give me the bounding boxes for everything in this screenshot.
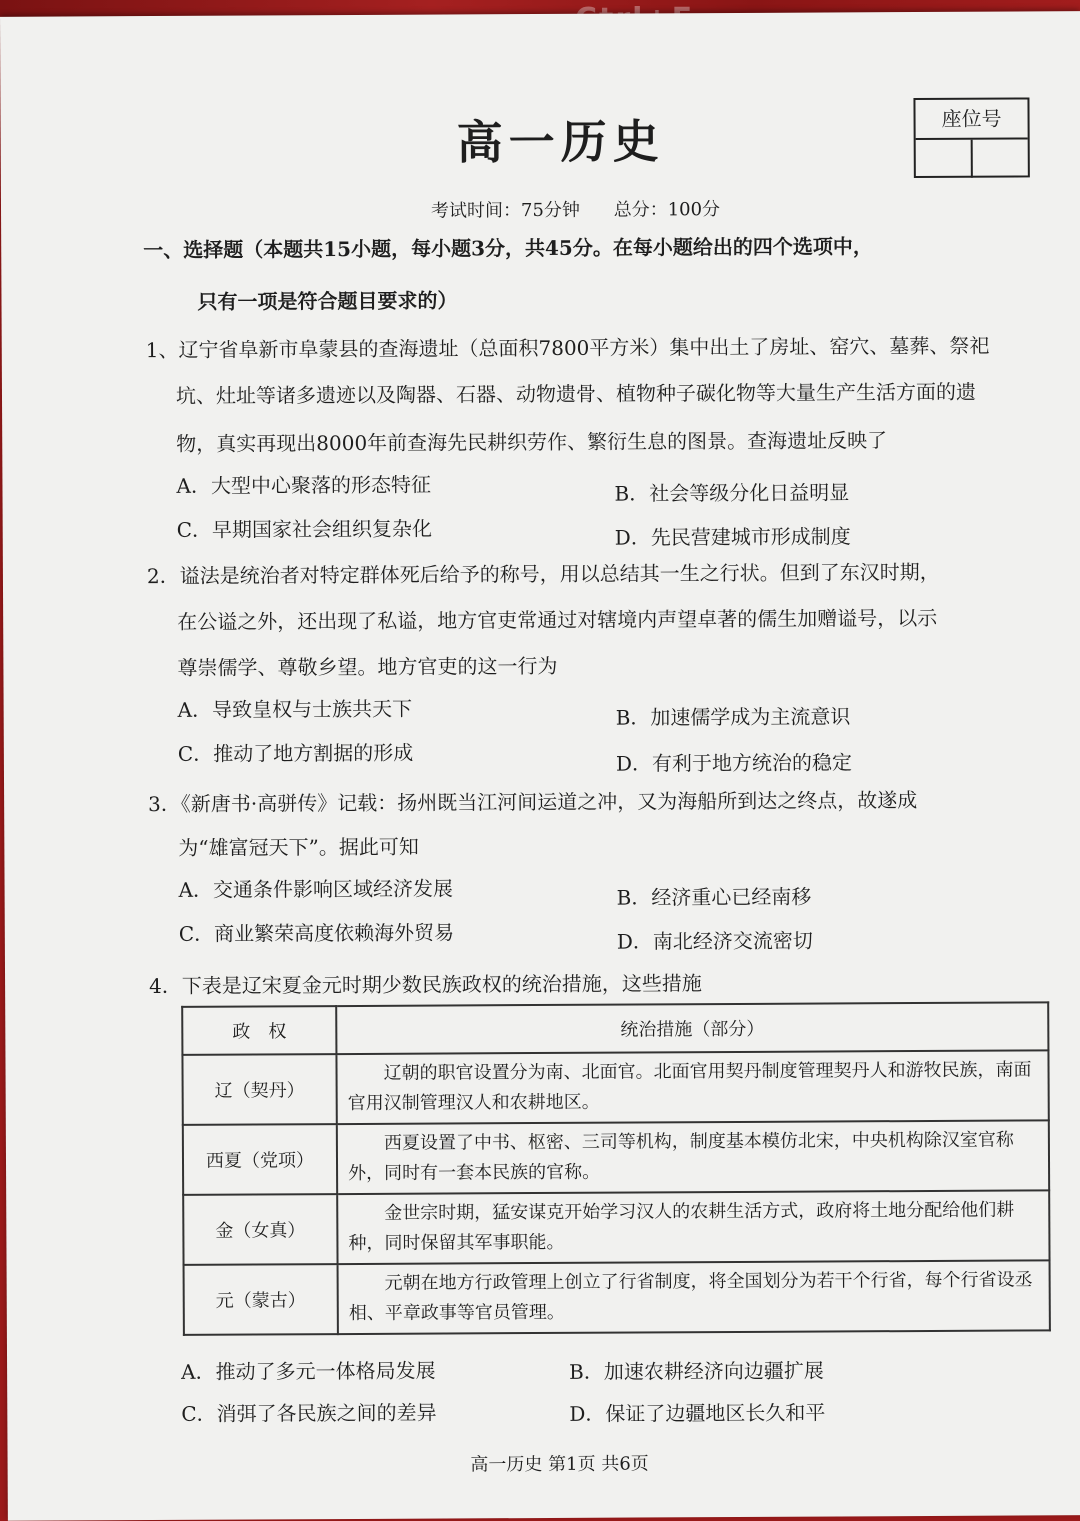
seat-number-box [913,97,1029,178]
seat-number-cells [916,139,1028,178]
q3-line-1: 3．《新唐书·高骈传》记载：扬州既当江河间运道之冲，又为海船所到达之终点，故遂成 [148,788,918,817]
q4-option-a[interactable]: A．推动了多元一体格局发展 [181,1358,436,1384]
q2-option-b[interactable]: B．加速儒学成为主流意识 [615,704,851,730]
q1-line-3: 物，真实再现出8000年前查海先民耕织劳作、繁衍生息的图景。查海遗址反映了 [176,428,888,456]
seat-cell-1[interactable] [916,140,971,178]
q1-option-c[interactable]: C．早期国家社会组织复杂化 [176,516,433,542]
q4-stem: 4．下表是辽宋夏金元时期少数民族政权的统治措施，这些措施 [149,971,702,999]
table-row [183,1120,1049,1195]
regime-cell: 西夏（党项） [183,1124,337,1195]
exam-time: 考试时间：75分钟 [430,199,580,222]
section-heading-line1: 一、选择题（本题共15小题，每小题3分，共45分。在每小题给出的四个选项中， [143,234,873,263]
table-header-row [182,1002,1048,1055]
q4-option-d[interactable]: D．保证了边疆地区长久和平 [569,1400,826,1426]
measure-cell: 金世宗时期，猛安谋克开始学习汉人的农耕生活方式，政府将土地分配给他们耕种，同时保留其军事职能。 [337,1190,1049,1264]
measure-cell: 辽朝的职官设置分为南、北面官。北面官用契丹制度管理契丹人和游牧民族，南面官用汉制管理汉人和农耕地区。 [336,1050,1048,1124]
seat-number-label: 座位号 [915,99,1027,140]
q1-option-a[interactable]: A．大型中心聚落的形态特征 [176,472,431,498]
q2-line-2: 在公谥之外，还出现了私谥，地方官吏常通过对辖境内声望卓著的儒生加赠谥号，以示 [177,605,938,634]
q2-option-d[interactable]: D．有利于地方统治的稳定 [615,750,853,776]
q3-option-a[interactable]: A．交通条件影响区域经济发展 [178,876,454,902]
q1-line-1: 1、辽宁省阜新市阜蒙县的查海遗址（总面积7800平方米）集中出土了房址、窑穴、墓葬、祭祀 [145,333,990,363]
exam-info [431,195,720,223]
measure-cell: 西夏设置了中书、枢密、三司等机构，制度基本模仿北宋，中央机构除汉室官称外，同时有一套本民族的官称。 [337,1120,1049,1194]
q3-option-d[interactable]: D．南北经济交流密切 [616,928,813,954]
regime-cell: 辽（契丹） [182,1054,336,1125]
q3-line-2: 为“雄富冠天下”。据此可知 [178,834,419,860]
measure-cell: 元朝在地方行政管理上创立了行省制度，将全国划分为若干个行省，每个行省设丞相、平章政事等官员管理。 [338,1260,1050,1334]
section-heading-line2: 只有一项是符合题目要求的） [197,288,458,314]
regime-measures-table [181,1001,1051,1336]
q2-option-a[interactable]: A．导致皇权与士族共天下 [177,696,413,722]
table-row [184,1260,1050,1335]
q2-line-3: 尊崇儒学、尊敬乡望。地方官吏的这一行为 [177,653,558,680]
table-row [183,1190,1049,1265]
q4-option-c[interactable]: C．消弭了各民族之间的差异 [181,1400,437,1426]
table-header-regime: 政 权 [182,1006,336,1055]
q2-option-c[interactable]: C．推动了地方割据的形成 [177,740,414,766]
q2-line-1: 2．谥法是统治者对特定群体死后给予的称号，用以总结其一生之行状。但到了东汉时期， [146,559,940,589]
q3-option-c[interactable]: C．商业繁荣高度依赖海外贸易 [178,920,455,946]
table-row [182,1050,1048,1125]
q1-option-b[interactable]: B．社会等级分化日益明显 [614,480,850,506]
total-score: 总分：100分 [613,199,721,221]
table-header-measures: 统治措施（部分） [336,1002,1048,1054]
exam-paper [0,11,1080,1521]
q4-option-b[interactable]: B．加速农耕经济向边疆扩展 [569,1358,824,1384]
q1-line-2: 坑、灶址等诸多遗迹以及陶器、石器、动物遗骨、植物种子碳化物等大量生产生活方面的遗 [175,379,977,408]
seat-cell-2[interactable] [971,139,1028,177]
q1-option-d[interactable]: D．先民营建城市形成制度 [614,524,851,550]
page-footer: 高一历史 第1页 共6页 [470,1453,649,1476]
q3-option-b[interactable]: B．经济重心已经南移 [616,884,812,910]
regime-cell: 金（女真） [183,1194,337,1265]
page-title: 高一历史 [456,114,665,170]
regime-cell: 元（蒙古） [184,1264,338,1335]
